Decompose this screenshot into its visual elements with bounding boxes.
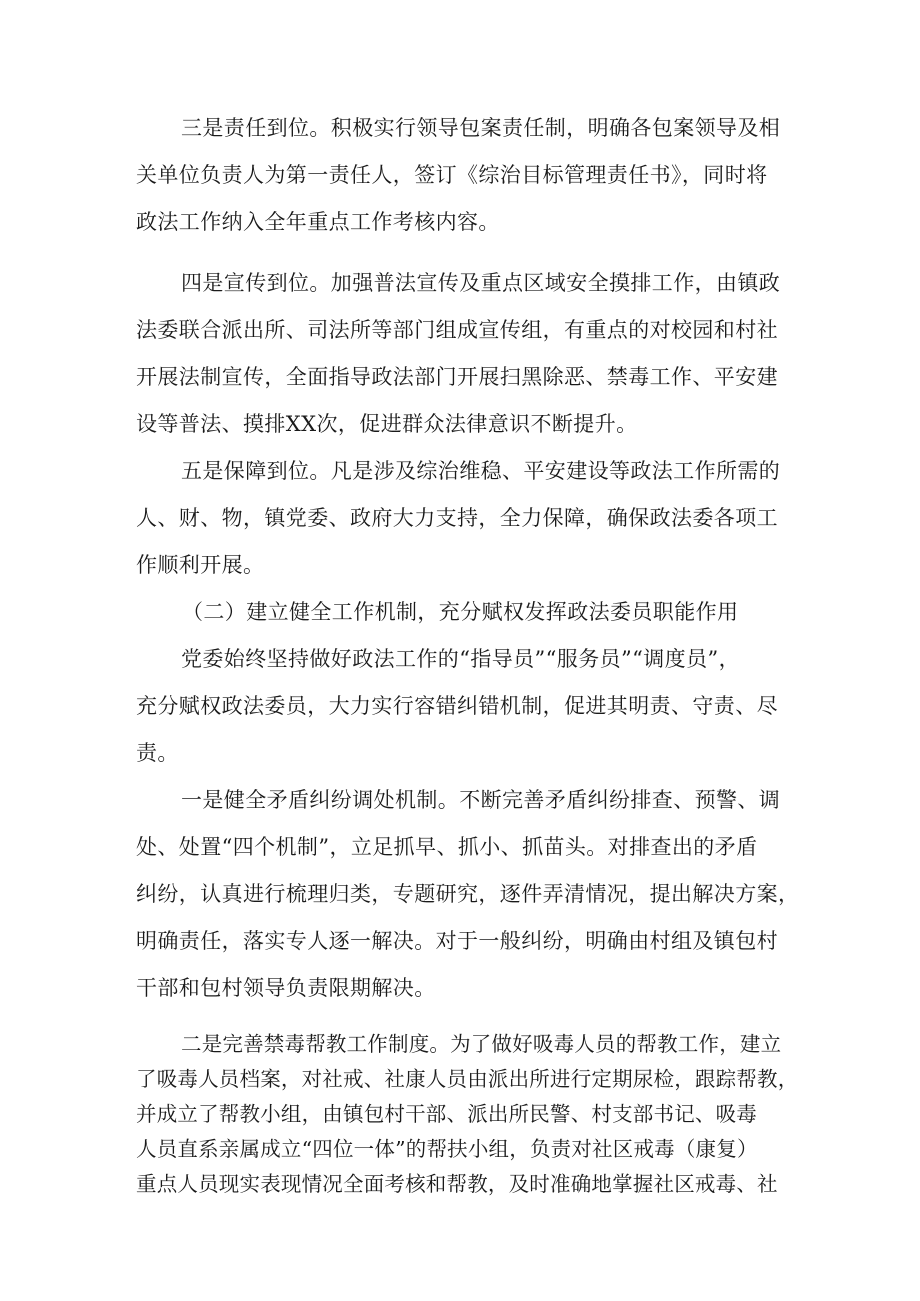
text-line: 了吸毒人员档案，对社戒、社康人员由派出所进行定期尿检，跟踪帮教， [136,1067,799,1091]
text-line: 明确责任，落实专人逐一解决。对于一般纠纷，明确由村组及镇包村 [136,929,778,953]
text-line: 作顺利开展。 [136,553,265,577]
text-line: 人员直系亲属成立“四位一体”的帮扶小组，负责对社区戒毒（康复） [136,1137,758,1161]
section-heading [182,589,782,636]
text-line: 处、处置“四个机制”，立足抓早、抓小、抓苗头。对排查出的矛盾 [136,835,758,859]
text-line: 纠纷，认真进行梳理归类，专题研究，逐件弄清情况，提出解决方案， [136,882,800,906]
text-line: 政法工作纳入全年重点工作考核内容。 [136,210,500,234]
text-line: 人、财、物，镇党委、政府大力支持，全力保障，确保政法委各项工 [136,506,778,530]
text-line: 二是完善禁毒帮教工作制度。为了做好吸毒人员的帮教工作，建立 [181,1032,782,1056]
paragraph-party-committee [136,636,790,777]
text-line: 充分赋权政法委员，大力实行容错纠错机制，促进其明责、守责、尽 [136,694,778,718]
paragraph-drug-rehab [136,1027,799,1202]
paragraph-publicity [136,260,790,448]
text-line: 四是宣传到位。加强普法宣传及重点区域安全摸排工作，由镇政 [181,271,781,295]
text-line: 一是健全矛盾纠纷调处机制。不断完善矛盾纠纷排查、预警、调 [181,788,781,812]
text-line: 关单位负责人为第一责任人，签订《综治目标管理责任书》，同时将 [136,163,768,187]
text-line: 五是保障到位。凡是涉及综治维稳、平安建设等政法工作所需的 [181,459,781,483]
text-line: 设等普法、摸排XX次，促进群众法律意识不断提升。 [136,412,638,436]
paragraph-dispute-mechanism [136,777,800,1012]
text-line: 重点人员现实表现情况全面考核和帮教，及时准确地掌握社区戒毒、社 [136,1172,778,1196]
text-line: 法委联合派出所、司法所等部门组成宣传组，有重点的对校园和村社 [136,318,778,342]
text-line: 开展法制宣传，全面指导政法部门开展扫黑除恶、禁毒工作、平安建 [136,365,778,389]
text-line: 党委始终坚持做好政法工作的“指导员”“服务员”“调度员”， [181,647,741,671]
text-line: 干部和包村领导负责限期解决。 [136,976,436,1000]
text-line: 并成立了帮教小组，由镇包村干部、派出所民警、村支部书记、吸毒 [136,1102,757,1126]
paragraph-guarantee [136,448,790,589]
text-line: 三是责任到位。积极实行领导包案责任制，明确各包案领导及相 [181,116,781,140]
paragraph-responsibility [136,105,790,246]
text-line: 责。 [136,741,179,765]
heading-text: （二）建立健全工作机制，充分赋权发挥政法委员职能作用 [182,600,739,624]
